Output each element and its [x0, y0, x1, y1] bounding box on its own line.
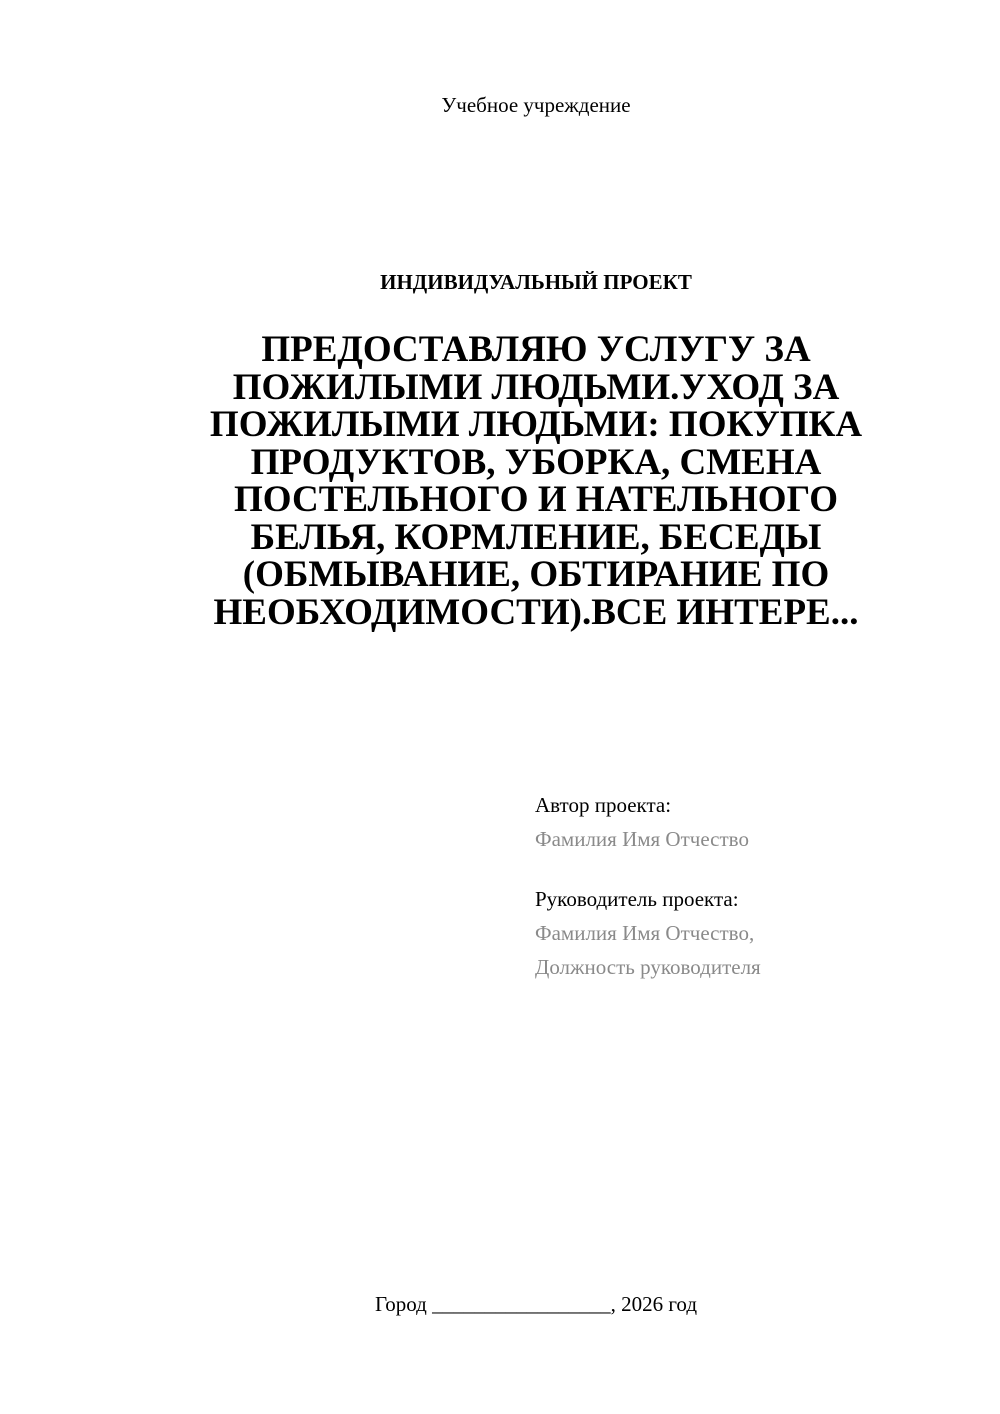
institution-name: Учебное учреждение: [441, 93, 631, 117]
author-name-placeholder: Фамилия Имя Отчество: [535, 827, 749, 851]
project-title-line: БЕЛЬЯ, КОРМЛЕНИЕ, БЕСЕДЫ: [250, 516, 822, 558]
author-label: Автор проекта:: [535, 793, 672, 817]
project-title-line: ПРЕДОСТАВЛЯЮ УСЛУГУ ЗА: [261, 329, 811, 370]
city-year-footer: Город _________________, 2026 год: [374, 1292, 698, 1316]
spacer: [535, 856, 955, 882]
project-title-line: (ОБМЫВАНИЕ, ОБТИРАНИЕ ПО: [242, 554, 830, 595]
project-title-line: ПОСТЕЛЬНОГО И НАТЕЛЬНОГО: [234, 479, 838, 520]
project-people-block: [535, 788, 955, 984]
project-title-line: ПРОДУКТОВ, УБОРКА, СМЕНА: [250, 441, 822, 483]
supervisor-position-placeholder: Должность руководителя: [535, 955, 761, 979]
supervisor-name-placeholder: Фамилия Имя Отчество,: [535, 921, 755, 945]
supervisor-label: Руководитель проекта:: [535, 887, 739, 911]
project-title-line: ПОЖИЛЫМИ ЛЮДЬМИ.УХОД ЗА: [232, 366, 840, 408]
project-title-line: ПОЖИЛЫМИ ЛЮДЬМИ: ПОКУПКА: [209, 404, 863, 445]
project-title-line: НЕОБХОДИМОСТИ).ВСЕ ИНТЕРЕ...: [213, 591, 859, 633]
project-type-heading: ИНДИВИДУАЛЬНЫЙ ПРОЕКТ: [380, 270, 692, 294]
project-title: [190, 331, 882, 631]
